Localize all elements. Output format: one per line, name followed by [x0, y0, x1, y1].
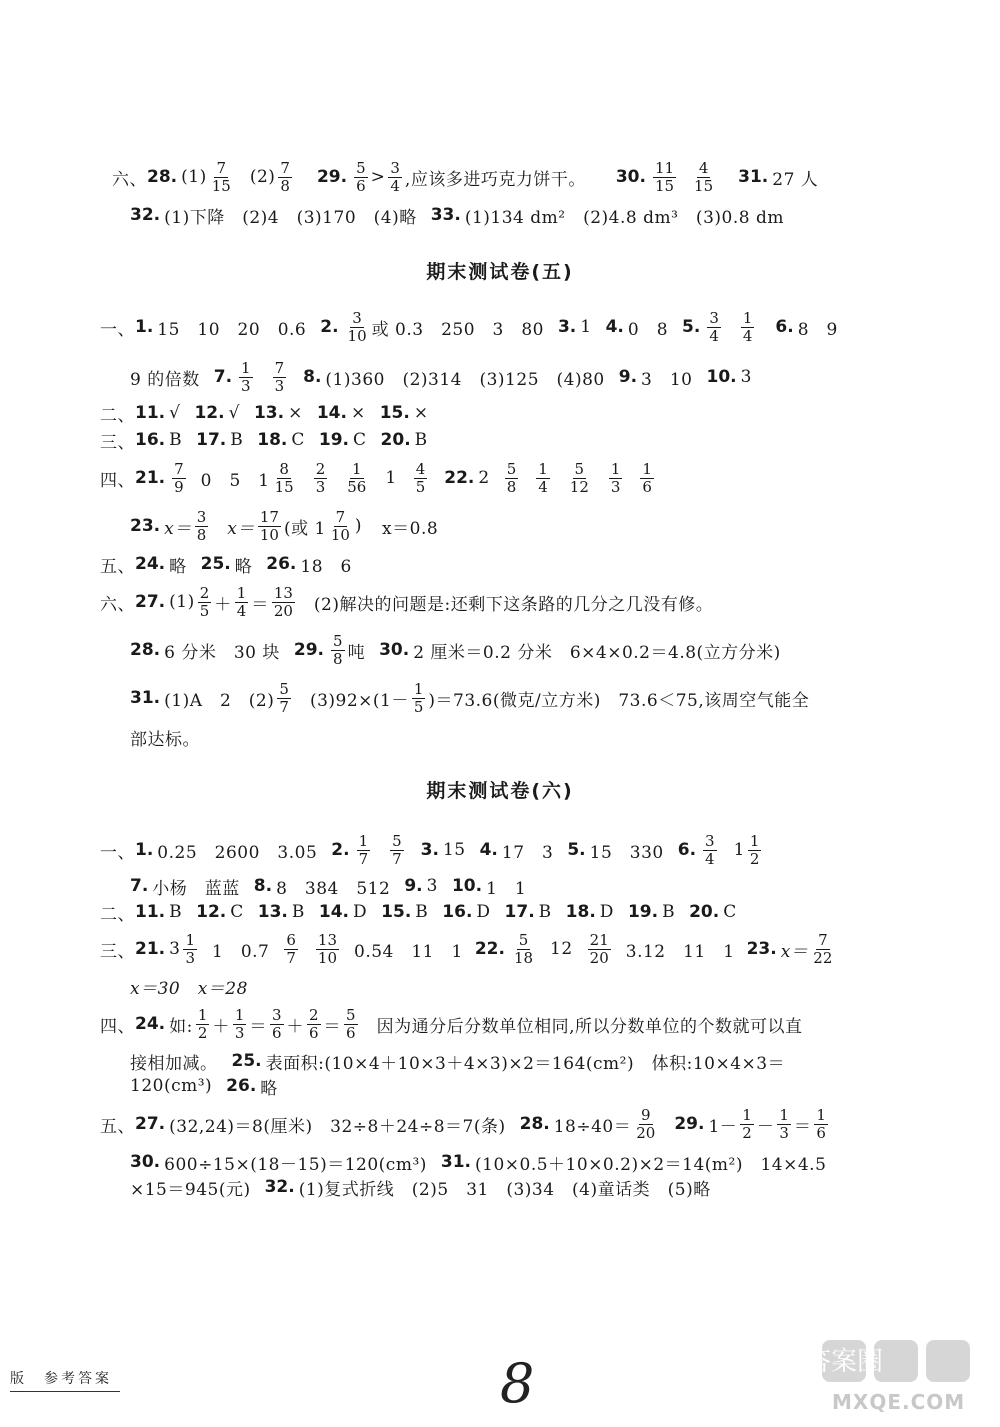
- answer-text: ＝: [323, 1016, 342, 1037]
- question-number: 5.: [682, 317, 701, 337]
- question-number: 9.: [618, 367, 638, 387]
- question-number: 24.: [135, 1014, 166, 1034]
- answer-text: 17 3: [501, 842, 554, 863]
- answer-text: B: [538, 902, 552, 922]
- fraction: $\frac{1}{4}$: [236, 583, 247, 620]
- fraction: $\frac{21}{20}$: [589, 930, 609, 967]
- section-prefix: 五、: [100, 1116, 135, 1137]
- answer-line: [130, 1165, 711, 1209]
- answer-text: ＝: [249, 1016, 267, 1037]
- section-prefix: 四、: [100, 470, 135, 491]
- fraction: $\frac{2}{6}$: [309, 1005, 319, 1042]
- fraction: $\frac{1}{5}$: [413, 679, 424, 716]
- answer-text: B: [169, 902, 183, 922]
- question-number: 20.: [689, 902, 720, 922]
- fraction: $\frac{7}{15}$: [211, 158, 231, 195]
- answer-text: 因为通分后分数单位相同,所以分数单位的个数就可以直: [376, 1016, 803, 1037]
- question-number: 18.: [565, 902, 596, 922]
- question-number: 26.: [226, 1076, 257, 1096]
- answer-text: ＋: [214, 594, 232, 615]
- question-number: 2.: [331, 840, 350, 860]
- section-prefix: 二、: [100, 904, 135, 925]
- section-prefix: 二、: [100, 405, 135, 426]
- answer-text: 6 分米 30 块: [164, 642, 280, 663]
- fraction: $\frac{3}{4}$: [390, 158, 400, 195]
- fraction: $\frac{2}{5}$: [199, 583, 210, 620]
- answer-text: 15 10 20 0.6: [157, 319, 307, 340]
- answer-text: 2: [478, 468, 490, 488]
- fraction: $\frac{7}{8}$: [280, 158, 290, 195]
- answer-text: 如:: [169, 1016, 193, 1037]
- question-number: 12.: [196, 902, 227, 922]
- fraction: $\frac{5}{8}$: [506, 459, 517, 496]
- fraction: $\frac{7}{10}$: [330, 507, 350, 544]
- answer-text: 15 330: [589, 842, 664, 863]
- fraction: $\frac{17}{10}$: [259, 507, 279, 544]
- answer-text: (10×0.5＋10×0.2)×2＝14(m²) 14×4.5: [475, 1154, 827, 1175]
- question-number: 8.: [253, 876, 273, 896]
- question-number: 28.: [147, 167, 178, 187]
- question-number: 3.: [420, 840, 439, 860]
- fraction: $\frac{5}{12}$: [569, 459, 589, 496]
- question-number: 30.: [615, 167, 646, 187]
- answer-text: √: [169, 403, 181, 423]
- answer-text: B: [415, 902, 429, 922]
- answer-text: 1 1: [486, 878, 527, 899]
- question-number: 23.: [130, 516, 161, 536]
- fraction: $\frac{1}{4}$: [538, 459, 548, 496]
- fraction: $\frac{4}{15}$: [694, 158, 714, 195]
- section-prefix: 一、: [100, 319, 135, 340]
- answer-line: [130, 676, 809, 720]
- question-number: 31.: [440, 1152, 472, 1172]
- question-number: 15.: [381, 902, 412, 922]
- answer-text: 0 5 1: [200, 470, 270, 491]
- answer-text: (1): [169, 592, 195, 612]
- answer-text: B: [169, 430, 183, 450]
- answer-text: (2)解决的问题是:还剩下这条路的几分之几没有修。: [313, 594, 714, 615]
- answer-line: [100, 580, 713, 624]
- question-number: 6.: [677, 840, 697, 860]
- question-number: 3.: [557, 317, 577, 337]
- section-prefix: 一、: [100, 842, 135, 863]
- fraction: $\frac{7}{22}$: [813, 930, 833, 967]
- question-number: 32.: [264, 1177, 295, 1197]
- answer-text: 12: [550, 939, 573, 959]
- answer-text: D: [353, 902, 368, 922]
- answer-text: ,应该多进巧克力饼干。: [404, 169, 586, 190]
- fraction: $\frac{5}{8}$: [333, 631, 343, 668]
- answer-text: 或 0.3 250 3 80: [371, 319, 544, 340]
- question-number: 16.: [442, 902, 473, 922]
- question-number: 14.: [316, 403, 347, 423]
- fraction: $\frac{9}{20}$: [636, 1105, 656, 1142]
- answer-text: 0.25 2600 3.05: [157, 842, 318, 863]
- answer-text: 1 0.7: [212, 941, 270, 962]
- question-number: 28.: [519, 1114, 550, 1134]
- fraction: $\frac{2}{3}$: [315, 459, 326, 496]
- question-number: 10.: [706, 367, 737, 387]
- answer-line: [130, 193, 784, 237]
- fraction: $\frac{7}{3}$: [274, 358, 285, 395]
- fraction: $\frac{1}{3}$: [610, 459, 621, 496]
- fraction: $\frac{13}{10}$: [317, 930, 337, 967]
- question-number: 30.: [379, 640, 410, 660]
- question-number: 33.: [430, 205, 461, 225]
- answer-text: (3)92×(1－: [309, 690, 409, 711]
- answer-text: 8 9: [797, 319, 838, 340]
- answer-text: (1)A 2 (2): [164, 690, 275, 711]
- answer-text: D: [599, 902, 614, 922]
- answer-text: ＝: [251, 594, 269, 615]
- question-number: 30.: [130, 1152, 161, 1172]
- fraction: $\frac{4}{5}$: [415, 459, 426, 496]
- answer-text: C: [291, 430, 305, 450]
- answer-text: 15: [442, 840, 466, 860]
- answer-text: x＝0.8: [382, 518, 439, 539]
- question-number: 21.: [135, 939, 166, 959]
- fraction: $\frac{1}{6}$: [642, 459, 652, 496]
- fraction: $\frac{7}{9}$: [174, 459, 184, 496]
- answer-text: 略: [169, 556, 187, 577]
- section-prefix: 六、: [100, 594, 135, 615]
- section-prefix: 三、: [100, 432, 135, 453]
- watermark-logo: [804, 1332, 988, 1422]
- question-number: 17.: [196, 430, 227, 450]
- question-number: 22.: [444, 468, 475, 488]
- answer-line: [130, 628, 781, 672]
- answer-text: x＝: [227, 518, 255, 539]
- answer-text: 120(cm³): [130, 1076, 213, 1096]
- answer-text: 8 384 512: [276, 878, 391, 899]
- question-number: 11.: [135, 403, 166, 423]
- answer-line: [130, 715, 200, 759]
- question-number: 13.: [257, 902, 288, 922]
- answer-text: 1: [385, 468, 397, 488]
- question-number: 4.: [605, 317, 624, 337]
- fraction: $\frac{5}{6}$: [356, 158, 366, 195]
- question-number: 5.: [567, 840, 586, 860]
- question-number: 32.: [130, 205, 161, 225]
- answer-text: 3: [426, 876, 438, 896]
- fraction: $\frac{3}{8}$: [196, 507, 207, 544]
- answer-text: (1): [181, 167, 207, 187]
- answer-line: [100, 305, 838, 349]
- answer-text: ×: [413, 403, 429, 423]
- answer-text: 9 的倍数: [130, 369, 200, 390]
- question-number: 23.: [746, 939, 777, 959]
- section-prefix: 四、: [100, 1016, 135, 1037]
- answer-text: (32,24)＝8(厘米) 32÷8＋24÷8＝7(条): [169, 1116, 506, 1137]
- section-prefix: 六、: [112, 169, 147, 190]
- fraction: $\frac{1}{3}$: [234, 1005, 245, 1042]
- question-number: 14.: [318, 902, 350, 922]
- question-number: 17.: [504, 902, 535, 922]
- fraction: $\frac{1}{6}$: [816, 1105, 826, 1142]
- answer-text: (2): [249, 167, 276, 187]
- handwritten-page-mark: 8: [500, 1352, 535, 1415]
- question-number: 20.: [380, 430, 411, 450]
- answer-text: 18 6: [300, 556, 352, 577]
- answer-text: ＝: [793, 1116, 812, 1137]
- svg-text:答案圈: 答案圈: [804, 1347, 884, 1377]
- answer-text: 0 8: [627, 319, 669, 340]
- question-number: 24.: [135, 554, 166, 574]
- answer-text: (或 1: [283, 518, 326, 539]
- fraction: $\frac{5}{18}$: [513, 930, 534, 967]
- question-number: 25.: [231, 1051, 262, 1071]
- question-number: 29.: [674, 1114, 705, 1134]
- fraction: $\frac{13}{20}$: [273, 583, 293, 620]
- answer-text: B: [230, 430, 244, 450]
- question-number: 27.: [135, 592, 166, 612]
- fraction: $\frac{1}{7}$: [358, 831, 369, 868]
- question-number: 19.: [627, 902, 659, 922]
- section-prefix: 三、: [100, 941, 135, 962]
- answer-text: 1: [733, 840, 745, 860]
- answer-text: 略: [234, 556, 253, 577]
- question-number: 6.: [775, 317, 794, 337]
- answer-text: 小杨 蓝蓝: [152, 878, 240, 899]
- fraction: $\frac{3}{10}$: [347, 308, 367, 345]
- answer-text: B: [291, 902, 305, 922]
- answer-line: [100, 456, 657, 500]
- section-prefix: 五、: [100, 556, 135, 577]
- question-number: 28.: [130, 640, 161, 660]
- answer-text: ×: [350, 403, 366, 423]
- question-number: 12.: [194, 403, 225, 423]
- answer-text: 3: [740, 367, 752, 387]
- answer-text: (1)360 (2)314 (3)125 (4)80: [325, 369, 605, 390]
- question-number: 27.: [135, 1114, 166, 1134]
- answer-text: ×: [288, 403, 303, 423]
- answer-text: >: [370, 167, 386, 187]
- fraction: $\frac{3}{4}$: [705, 831, 715, 868]
- question-number: 1.: [135, 840, 154, 860]
- fraction: $\frac{8}{15}$: [274, 459, 294, 496]
- fraction: $\frac{5}{7}$: [279, 679, 289, 716]
- answer-text: 略: [260, 1078, 278, 1099]
- question-number: 31.: [130, 688, 161, 708]
- answer-text: (1)下降 (2)4 (3)170 (4)略: [164, 207, 417, 228]
- answer-text: x＝: [780, 941, 809, 962]
- answer-text: ): [354, 516, 363, 536]
- answer-text: ＋: [286, 1016, 304, 1037]
- question-number: 22.: [474, 939, 505, 959]
- answer-text: 表面积:(10×4＋10×3＋4×3)×2＝164(cm²) 体积:10×4×3＝: [265, 1053, 786, 1074]
- fraction: $\frac{1}{2}$: [749, 831, 760, 868]
- answer-text: C: [353, 430, 367, 450]
- answer-text: 接相加减。: [130, 1053, 218, 1074]
- answer-text: )＝73.6(微克/立方米) 73.6＜75,该周空气能全: [428, 690, 810, 711]
- fraction: $\frac{1}{3}$: [779, 1105, 789, 1142]
- section-heading: 期末测试卷(六): [426, 780, 574, 802]
- answer-text: 吨: [347, 642, 366, 663]
- watermark-text: MXQE.COM: [832, 1390, 966, 1414]
- fraction: $\frac{11}{15}$: [654, 158, 675, 195]
- question-number: 7.: [213, 367, 233, 387]
- answer-text: (1)134 dm² (2)4.8 dm³ (3)0.8 dm: [464, 207, 784, 228]
- answer-text: 2 厘米＝0.2 分米 6×4×0.2＝4.8(立方分米): [413, 642, 781, 663]
- fraction: $\frac{1}{56}$: [347, 459, 367, 496]
- question-number: 11.: [135, 902, 166, 922]
- question-number: 25.: [200, 554, 231, 574]
- question-number: 8.: [303, 367, 322, 387]
- section-heading: 期末测试卷(五): [426, 261, 574, 283]
- answer-text: 0.54 11 1: [354, 941, 463, 962]
- answer-text: B: [662, 902, 676, 922]
- answer-text: 3 10: [641, 369, 693, 390]
- fraction: $\frac{3}{4}$: [709, 308, 719, 345]
- answer-text: 3: [169, 939, 181, 959]
- answer-text: B: [414, 430, 428, 450]
- question-number: 31.: [738, 167, 769, 187]
- question-number: 16.: [135, 430, 166, 450]
- answer-text: 部达标。: [130, 729, 200, 750]
- fraction: $\frac{1}{3}$: [241, 358, 251, 395]
- answer-text: D: [476, 902, 491, 922]
- question-number: 1.: [135, 317, 154, 337]
- question-number: 21.: [135, 468, 166, 488]
- question-number: 15.: [379, 403, 410, 423]
- question-number: 26.: [266, 554, 297, 574]
- fraction: $\frac{1}{2}$: [197, 1005, 208, 1042]
- answer-text: x＝: [164, 518, 192, 539]
- answer-text: －: [756, 1116, 775, 1137]
- answer-text: ＋: [212, 1016, 230, 1037]
- question-number: 10.: [451, 876, 483, 896]
- question-number: 29.: [316, 167, 348, 187]
- question-number: 19.: [318, 430, 350, 450]
- fraction: $\frac{1}{3}$: [185, 930, 195, 967]
- fraction: $\frac{6}{7}$: [286, 930, 296, 967]
- page-footer-label: 版 参考答案: [10, 1368, 120, 1392]
- fraction: $\frac{1}{2}$: [742, 1105, 752, 1142]
- answer-text: 1－: [708, 1116, 738, 1137]
- question-number: 2.: [320, 317, 339, 337]
- answer-text: C: [723, 902, 737, 922]
- answer-text: 3.12 11 1: [625, 941, 735, 962]
- fraction: $\frac{3}{6}$: [271, 1005, 282, 1042]
- answer-text: ×15＝945(元): [130, 1179, 251, 1200]
- fraction: $\frac{1}{4}$: [742, 308, 753, 345]
- question-number: 4.: [479, 840, 498, 860]
- watermark-logo-icon: [804, 1332, 988, 1392]
- fraction: $\frac{5}{7}$: [392, 831, 402, 868]
- fraction: $\frac{5}{6}$: [346, 1005, 356, 1042]
- answer-text: 600÷15×(18－15)＝120(cm³): [164, 1154, 427, 1175]
- question-number: 18.: [257, 430, 288, 450]
- question-number: 13.: [253, 403, 285, 423]
- answer-text: 27 人: [772, 169, 819, 190]
- answer-text: (1)复式折线 (2)5 31 (3)34 (4)童话类 (5)略: [298, 1179, 711, 1200]
- answer-text: x＝30 x＝28: [130, 978, 248, 999]
- question-number: 29.: [293, 640, 325, 660]
- question-number: 7.: [130, 876, 149, 896]
- answer-text: 1: [580, 317, 592, 337]
- answer-text: 18÷40＝: [553, 1116, 632, 1137]
- answer-text: √: [228, 403, 240, 423]
- answer-text: C: [230, 902, 244, 922]
- question-number: 9.: [404, 876, 423, 896]
